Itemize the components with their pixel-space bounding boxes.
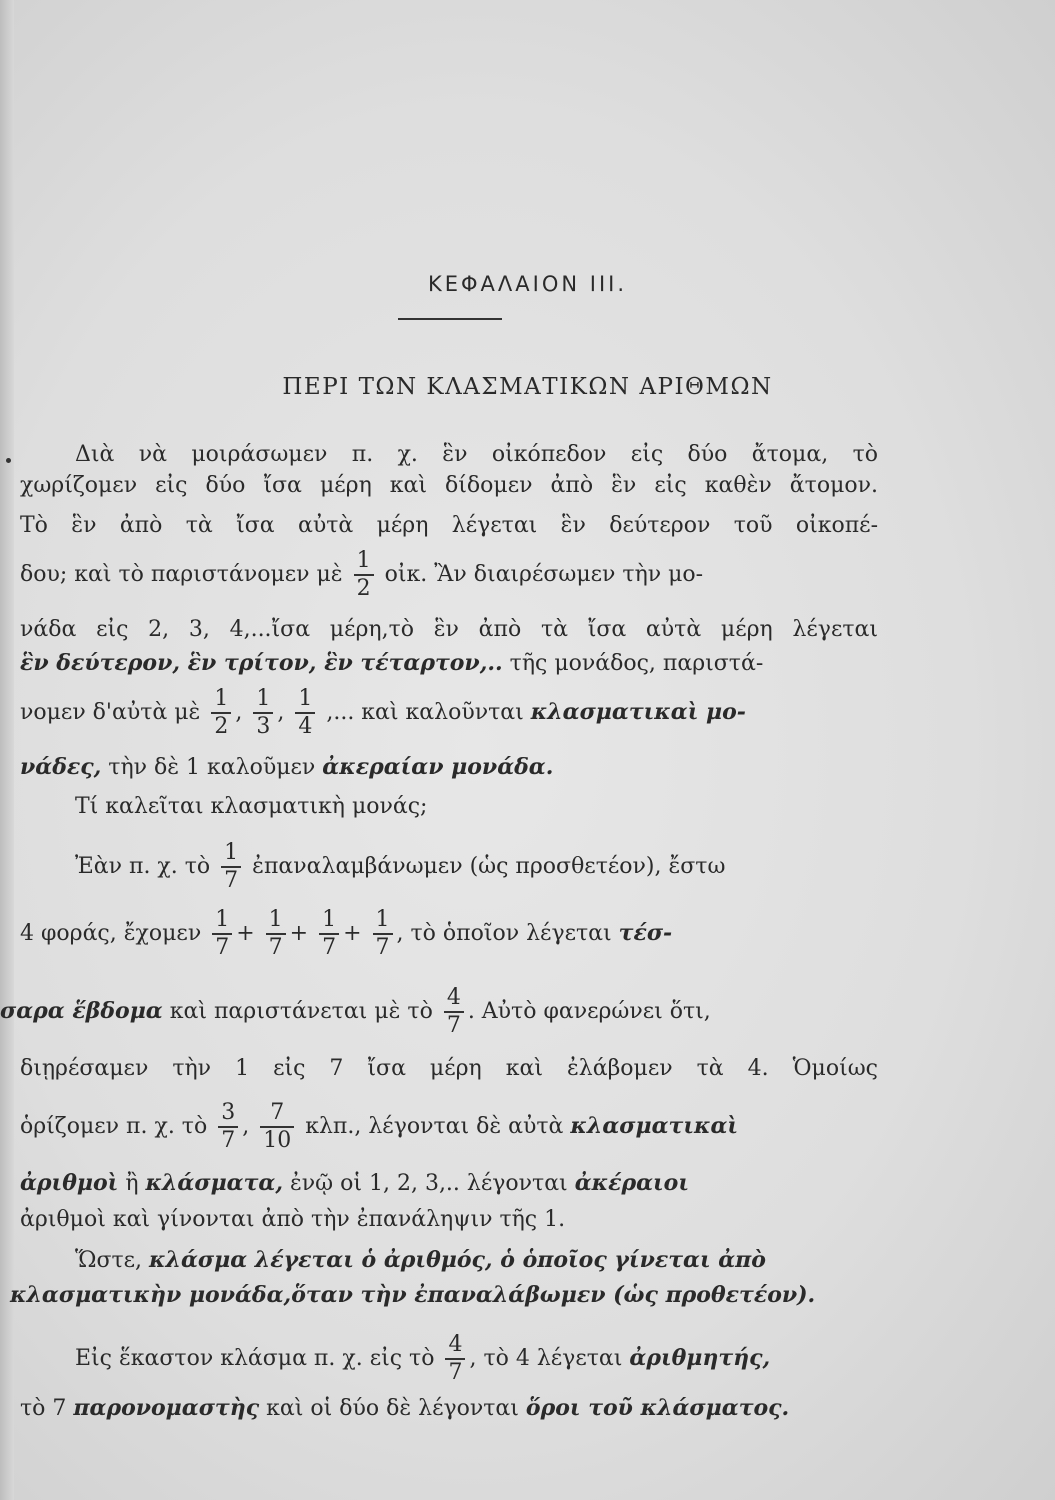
text-span: , τὸ ὁποῖον λέγεται (396, 921, 612, 946)
text-line (20, 648, 878, 679)
emphasis-text: ἀκέραιοι (574, 1170, 690, 1196)
text-line: χωρίζομεν εἰς δύο ἴσα μέρη καὶ δίδομεν ἀπὸ ἓν εἰς καθὲν ἄτομον. (20, 473, 878, 498)
text-line (20, 907, 878, 961)
text-span: ἐπαναλαμβάνωμεν (ὡς προσθετέον), ἔστω (252, 854, 726, 879)
text-span: ὁρίζομεν π. χ. τὸ (20, 1114, 208, 1139)
text-span: νομεν δ'αὐτὰ μὲ (20, 700, 201, 725)
fraction-one-seventh: $\frac{1}{7}$ (266, 907, 286, 961)
text-line: ὁρίζομεν π. χ. τὸ $\frac{3}{7}$ , $\frac{7}{10}$ κλπ., λέγονται δὲ αὐτὰ κλασματικαὶ (20, 1100, 739, 1153)
text-span: Εἰς ἕκαστον κλάσμα π. χ. εἰς τὸ (75, 1346, 435, 1371)
margin-dot (6, 458, 11, 463)
emphasis-text: ἀκεραίαν μονάδα. (322, 754, 554, 780)
fraction-one-quarter: $\frac{1}{4}$ (295, 686, 315, 740)
chapter-title: ΠΕΡΙ ΤΩΝ ΚΛΑΣΜΑΤΙΚΩΝ ΑΡΙΘΜΩΝ (282, 374, 773, 400)
text-span: ἐνῷ οἱ 1, 2, 3,.. λέγονται (290, 1171, 568, 1196)
emphasis-text: κλάσματα, (145, 1170, 283, 1196)
fraction-one-seventh: $\frac{1}{7}$ (373, 907, 393, 961)
text-span: ἢ (125, 1171, 139, 1196)
definition-line: κλασματικὴν μονάδα,ὅταν τὴν ἐπαναλάβωμεν (ὡς προθετέον). (10, 1282, 816, 1308)
fraction-one-seventh: $\frac{1}{7}$ (319, 907, 339, 961)
emphasis-text: ἀριθμοὶ (20, 1170, 119, 1196)
chapter-heading: ΚΕΦΑΛΑΙΟΝ ΙΙΙ. (427, 272, 628, 296)
fraction-one-seventh: $\frac{1}{7}$ (221, 840, 241, 894)
plus-sign: + (289, 921, 309, 946)
text-span: τὴν δὲ 1 καλοῦμεν (108, 755, 316, 780)
text-span: 4 φοράς, ἔχομεν (20, 921, 202, 946)
text-span: Ὥστε, (75, 1248, 143, 1273)
text-span: καὶ οἱ δύο δὲ λέγονται (266, 1396, 519, 1421)
fraction-one-half: $\frac{1}{2}$ (354, 548, 374, 602)
fraction-three-sevenths: $\frac{3}{7}$ (218, 1100, 238, 1154)
question-line: Τί καλεῖται κλασματικὴ μονάς; (75, 794, 428, 819)
text-span: δου; καὶ τὸ παριστάνομεν μὲ (20, 562, 343, 587)
text-span: τὸ 7 (20, 1396, 67, 1421)
text-line (20, 1168, 878, 1199)
page-edge (0, 0, 14, 1500)
text-line: νομεν δ'αὐτὰ μὲ $\frac{1}{2}$ , $\frac{1}{3}$ , $\frac{1}{4}$ ,... καὶ καλοῦνται κλασματικαὶ μο- (20, 686, 746, 739)
emphasis-text: νάδες, (20, 754, 102, 780)
fraction-four-sevenths: $\frac{4}{7}$ (445, 1332, 465, 1386)
emphasis-text: τέσ- (618, 920, 673, 946)
text-span: . Αὐτὸ φανερώνει ὅτι, (467, 999, 711, 1024)
text-line (75, 1332, 878, 1386)
emphasis-text: παρονομαστὴς (73, 1395, 260, 1421)
definition-line (75, 1245, 878, 1276)
emphasis-text: ὅροι τοῦ κλάσματος. (525, 1395, 790, 1421)
text-span: τῆς μονάδος, παριστά- (509, 651, 764, 676)
text-line: νάδα εἰς 2, 3, 4,...ἴσα μέρη,τὸ ἓν ἀπὸ τὰ ἴσα αὐτὰ μέρη λέγεται (20, 617, 878, 642)
text-span: οἰκ. Ἂν διαιρέσωμεν τὴν μο- (384, 562, 704, 587)
emphasis-text: ἓν δεύτερον, ἓν τρίτον, ἓν τέταρτον,.. (20, 650, 503, 676)
text-span: καὶ παριστάνεται μὲ τὸ (169, 999, 433, 1024)
emphasis-text: κλασματικαὶ (570, 1113, 739, 1139)
text-line (20, 1393, 878, 1424)
emphasis-text: κλάσμα λέγεται ὁ ἀριθμός, ὁ ὁποῖος γίνεται ἀπὸ (149, 1247, 766, 1273)
text-line (20, 752, 878, 783)
emphasis-text: ἀριθμητής, (629, 1345, 771, 1371)
plus-sign: + (343, 921, 362, 946)
text-line: Τὸ ἓν ἀπὸ τὰ ἴσα αὐτὰ μέρη λέγεται ἓν δεύτερον τοῦ οἰκοπέ- (20, 513, 878, 538)
emphasis-text: κλασματικαὶ μο- (530, 699, 746, 725)
fraction-one-half: $\frac{1}{2}$ (211, 686, 231, 740)
fraction-one-third: $\frac{1}{3}$ (253, 686, 273, 740)
plus-sign: + (236, 921, 255, 946)
text-line (75, 840, 878, 894)
text-line: ἀριθμοὶ καὶ γίνονται ἀπὸ τὴν ἐπανάληψιν τῆς 1. (20, 1207, 566, 1232)
text-line (0, 985, 858, 1039)
fraction-one-seventh: $\frac{1}{7}$ (212, 907, 232, 961)
text-line: Διὰ νὰ μοιράσωμεν π. χ. ἓν οἰκόπεδον εἰς δύο ἄτομα, τὸ (75, 442, 878, 467)
text-span: , τὸ 4 λέγεται (469, 1346, 623, 1371)
text-line (20, 548, 878, 602)
fraction-seven-tenths: $\frac{7}{10}$ (260, 1100, 294, 1154)
fraction-four-sevenths: $\frac{4}{7}$ (444, 985, 464, 1039)
text-span: Ἐὰν π. χ. τὸ (75, 854, 211, 879)
emphasis-text: σαρα ἕβδομα (0, 998, 163, 1024)
heading-rule (398, 318, 502, 320)
text-span: ,... καὶ καλοῦνται (326, 700, 524, 725)
text-line: διῃρέσαμεν τὴν 1 εἰς 7 ἴσα μέρη καὶ ἐλάβομεν τὰ 4. Ὁμοίως (20, 1056, 878, 1081)
text-span: κλπ., λέγονται δὲ αὐτὰ (305, 1114, 564, 1139)
